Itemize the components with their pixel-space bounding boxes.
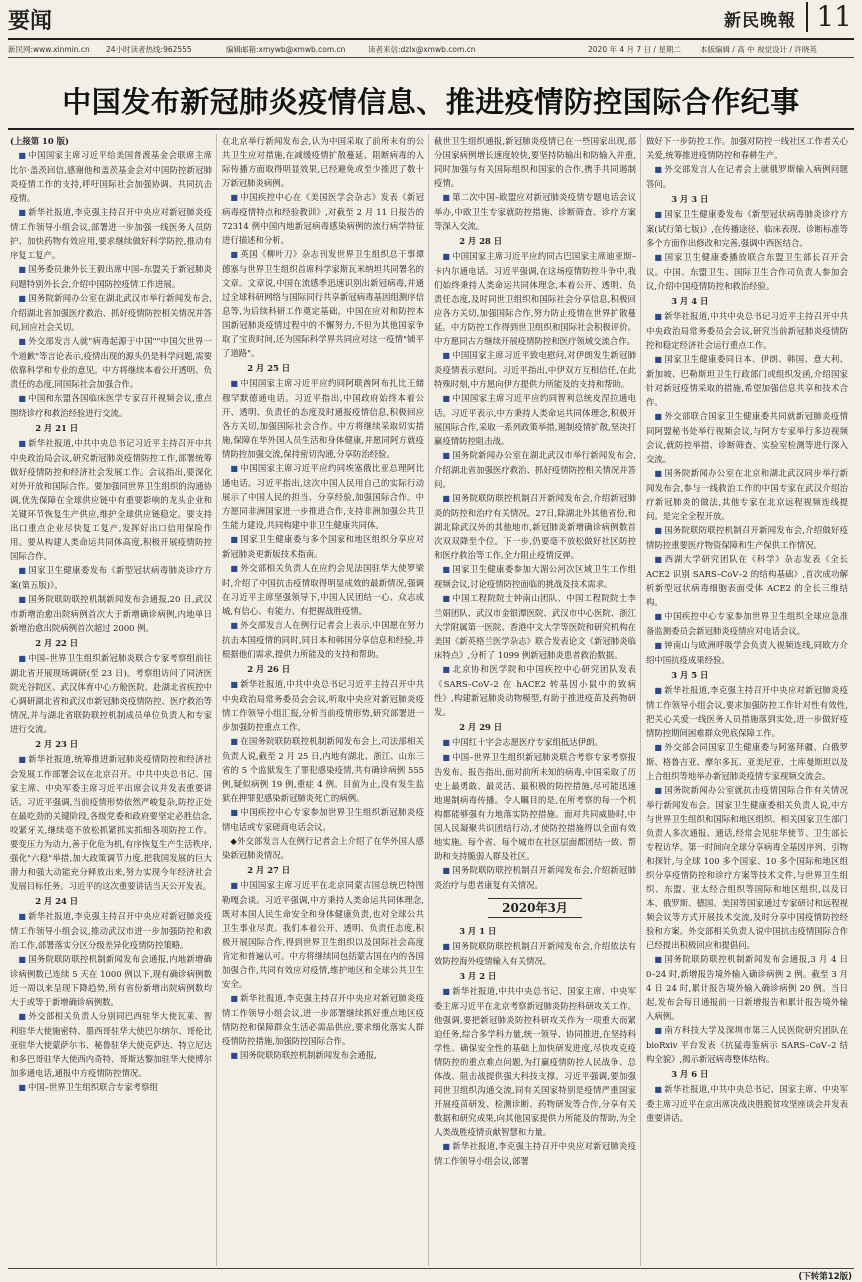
bullet-square-icon: ■	[18, 265, 27, 274]
news-paragraph	[222, 190, 424, 247]
paragraph-text: 在国务院联防联控机制新闻发布会上,司法部相关负责人说,截至 2 月 25 日,内地有湖北、浙江、山东三省的 5 个监狱发生了罪犯感染疫情,共有确诊病例 555 例,疑似病例 19 例,重症 4 例。目前为止,没有发生监狱在押罪犯感染新冠肺炎死亡的病例。	[222, 736, 424, 803]
paragraph-text: 外交部相关负责人在应约会见法国驻华大使罗梁时,介绍了中国抗击疫情取得明显成效的最新情况,强调在习近平主席坚强领导下,中国人民团结一心、众志成城,有信心、有能力、有把握战胜疫情。	[222, 563, 424, 616]
news-paragraph	[10, 752, 212, 893]
bullet-square-icon: ■	[654, 526, 663, 535]
news-paragraph	[646, 1082, 848, 1125]
bullet-square-icon: ■	[230, 881, 239, 890]
article-column-4	[646, 134, 848, 1266]
news-paragraph	[222, 834, 424, 862]
bullet-square-icon: ■	[442, 252, 451, 261]
paragraph-text: 国务院新闻办公室在北京和湖北武汉同步举行新闻发布会,参与一线救治工作的中国专家在武汉介绍治疗新冠肺炎的做法,其他专家在北京远程视频连线提问。是完全全程开放。	[646, 468, 848, 521]
bullet-square-icon: ■	[230, 535, 239, 544]
bullet-square-icon: ■	[654, 412, 663, 421]
news-paragraph	[10, 909, 212, 952]
paragraph-text: 国家卫生健康委同日本、伊朗、韩国、意大利、新加坡、巴勒斯坦卫生行政部门或组织发函,介绍国家针对新冠疫情采取的措施,希望加强信息共享和技术合作。	[646, 354, 848, 407]
paragraph-text: 新华社报道,中共中央总书记、国家主席、中央军委主席习近平在京出席决战决胜脱贫攻坚座谈会并发表重要讲话。	[646, 1084, 848, 1123]
paragraph-text: 新华社报道,李克强主持召开中央应对新冠肺炎疫情工作领导小组会议,进一步部署继续抓好重点地区疫情防控和保障群众生活必需品供应,要求细化落实人群疫情防控措施,加强防控国际合作。	[222, 993, 424, 1046]
bullet-square-icon: ■	[442, 738, 450, 747]
date-heading: 3 月 1 日	[459, 926, 497, 936]
article-column-1	[10, 134, 212, 1266]
news-paragraph	[10, 391, 212, 420]
paragraph-text: 中国国家主席习近平应约同智利总统皮涅拉通电话。习近平表示,中方秉持人类命运共同体理念,积极开展国际合作,采取一系列政策举措,遏制疫情扩散,坚决打赢疫情防控阻击战。	[434, 393, 636, 446]
bullet-square-icon: ■	[18, 1012, 27, 1021]
paragraph-text: 中国国家主席习近平应约同古巴国家主席迪亚斯–卡内尔通电话。习近平强调,在这场疫情防控斗争中,我们始终秉持人类命运共同体理念,本着公开、透明、负责任态度,及时同世卫组织和国际社会分享信息,积极回应各方关切,加强国际合作,努力防止疫情在世界扩散蔓延。中方防控工作得到世卫组织和国际社会积极评价。中方愿同古方继续开展疫情防控和医疗领域交流合作。	[434, 251, 636, 346]
date-heading: 3 月 5 日	[671, 670, 709, 680]
bullet-square-icon: ■	[654, 165, 663, 174]
news-paragraph	[434, 984, 636, 1139]
date-heading: 2 月 28 日	[459, 236, 503, 246]
bullet-square-icon: ■	[442, 1142, 451, 1151]
column-divider	[640, 134, 641, 1266]
bullet-square-icon: ■	[18, 654, 27, 663]
paragraph-text: 国家卫生健康委发布《新型冠状病毒肺炎诊疗方案(试行第七版)》,在传播途径、临床表现、诊断标准等多个方面作出修改和完善,强调中西医结合。	[646, 209, 848, 248]
column-divider	[216, 134, 217, 1266]
bullet-square-icon: ■	[442, 665, 451, 674]
paragraph-text: 外交部发言人就"病毒起源于中国""中国欠世界一个道歉"等言论表示,疫情出现的源头仍是科学问题,需要依靠科学和专业的意见。中方将继续本着公开透明、负责任的态度,同国际社会加强合作。	[10, 336, 212, 389]
paragraph-text: 国务院联防联控机制新闻发布会通报,3 月 4 日 0–24 时,新增报告境外输入确诊病例 2 例。截至 3 月 4 日 24 时,累计报告境外输入确诊病例 20 例。当日起,发布会每日通报前一日新增报告和累计报告境外输入病例。	[646, 954, 848, 1021]
paragraph-text: 钟南山与欧洲呼吸学会负责人视频连线,同欧方介绍中国抗疫成果经验。	[646, 640, 848, 665]
paragraph-text: 新华社报道,中共中央总书记习近平主持召开中共中央政治局常务委员会会议,听取中央应对新冠肺炎疫情工作领导小组汇报,分析当前疫情形势,研究部署进一步加强防控重点工作。	[222, 679, 424, 732]
paragraph-text: 国务院联防联控机制新闻发布会通报,20 日,武汉市新增治愈出院病例首次大于新增确诊病例,内地单日新增治愈出院病例首次超过 2000 例。	[10, 594, 212, 633]
paragraph-text: 国务院新闻办公室就抗击疫情国际合作有关情况举行新闻发布会。国家卫生健康委相关负责人说,中方与世界卫生组织和国际和地区组织、相关国家卫生部门负责人多次通报、通话,经常会见驻华使节、卫生部长专程访华。第一时间向全球分享病毒全基因序列、引物和探针,与全球 100 多个国家、10 多个国际和地区组织分享疫情防控和诊疗方案等技术文件,与世界卫生组织、东盟、亚太经合组织等国际和地区组织,以及日本、俄罗斯、德国、美国等国家通过专家研讨和远程视频会议等方式开展技术交流,及时分享中国疫情防控经验和方案。外交部相关负责人说中国抗击疫情国际合作已经提出积极回应和提倡问。	[646, 785, 848, 950]
news-paragraph	[646, 740, 848, 783]
bullet-square-icon: ■	[18, 337, 27, 346]
news-paragraph	[646, 309, 848, 352]
news-paragraph	[222, 376, 424, 461]
bullet-square-icon: ■	[18, 566, 27, 575]
date-heading: 2 月 22 日	[35, 638, 79, 648]
news-paragraph	[646, 638, 848, 667]
reader-email-text: 读者来信:dzlx@xmwb.com.cn	[368, 45, 476, 54]
paragraph-continuation: 截世卫生组织通报,新冠肺炎疫情已在一些国家出现,部分国家病例增长速度较快,要坚持防输出和防输入并重,同时加强与有关国际组织和国家的合作,携手共同遏制疫情。	[434, 136, 636, 188]
paragraph-text: 国家卫生健康委参加大湄公河次区域卫生工作组视频会议,讨论疫情防控面临的挑战及技术需求。	[434, 564, 636, 589]
paragraph-text: 新华社报道,李克强主持召开中央应对新冠肺炎疫情工作领导小组会议,部署进一步加强一线医务人员防护、加快药物有效应用,要求继续做好科学防控,推动有序复工复产。	[10, 207, 212, 260]
news-paragraph	[434, 662, 636, 719]
newspaper-logo: 新民晚報	[724, 11, 796, 31]
headline: 中国发布新冠肺炎疫情信息、推进疫情防控国际合作纪事	[62, 85, 800, 119]
top-rule	[8, 38, 854, 40]
bullet-square-icon: ■	[654, 1085, 663, 1094]
news-paragraph	[222, 561, 424, 618]
date-heading: 2 月 25 日	[247, 363, 291, 373]
paragraph-text: 国务院联防联控机制召开新闻发布会,介绍做好疫情防控重要医疗物资保障和生产保供工作情况。	[646, 525, 848, 550]
bullet-square-icon: ■	[18, 294, 27, 303]
bullet-square-icon: ■	[18, 595, 27, 604]
paragraph-text: 新华社报道,统筹推进新冠肺炎疫情防控和经济社会发展工作部署会议在北京召开。中共中央总书记、国家主席、中央军委主席习近平出席会议并发表重要讲话。习近平强调,当前疫情形势依然严峻复杂,防控正处在最吃劲的关键阶段,各级党委和政府要坚定必胜信念,咬紧牙关,继续毫不放松抓紧抓实抓细各项防控工作。要变压力为动力,善于化危为机,有序恢复生产生活秩序,强化"六稳"举措,加大政策调节力度,把我国发展的巨大潜力和强大动能充分释放出来,努力实现今年经济社会发展目标任务。习近平的这次重要讲话当天公开发表。	[10, 754, 212, 891]
paragraph-text: 国家卫生健康委与多个国家和地区组织分享应对新冠肺炎更新版技术指南。	[222, 534, 424, 559]
paragraph-text: 国务院新闻办公室在湖北武汉市举行新闻发布会,介绍湖北省加强医疗救治、抓好疫情防控相关情况并答问,回应社会关切。	[10, 293, 212, 332]
bullet-square-icon: ■	[18, 208, 27, 217]
editor-email-text: 编辑邮箱:xmywb@xmwb.com.cn	[226, 45, 346, 54]
paragraph-text: 中国–世界卫生组织新冠肺炎联合专家考察组前往湖北省开展现场调研(至 23 日)。考察组访问了同济医院光谷院区、武汉体育中心方舱医院、赴湖北省疾控中心调研湖北省和武汉市新冠肺炎疫情防控、医疗救治等情况,并与湖北省联防联控机制成员单位负责人和专家进行交流。	[10, 653, 212, 734]
paragraph-text: 外交部相关负责人分别同巴西驻华大使瓦莱、智利驻华大使施密特、墨西哥驻华大使巴尔纳尔、哥伦比亚驻华大使蒙萨尔韦、秘鲁驻华大使克萨达、特立尼达和多巴哥驻华大使西内奇特、哥斯达黎加驻华大使博尔加多通电话,通报中方疫情防控情况。	[10, 1011, 212, 1078]
news-paragraph	[434, 391, 636, 448]
bullet-square-icon: ■	[230, 193, 239, 202]
date-text: 2020 年 4 月 7 日 / 星期二	[588, 45, 681, 54]
bullet-square-icon: ■	[18, 394, 27, 403]
bullet-square-icon: ■	[654, 955, 663, 964]
paragraph-text: 国务院联防联控机制召开新闻发布会,介绍新冠肺炎治疗与患者康复有关情况。	[434, 865, 636, 890]
news-paragraph	[222, 734, 424, 805]
date-heading: 2 月 21 日	[35, 423, 79, 433]
paragraph-text: 外交部会同国家卫生健康委与阿塞拜疆、白俄罗斯、格鲁吉亚、摩尔多瓦、亚美尼亚、土库曼斯坦以及上合组织等地举办新冠肺炎疫情专家视频交流会。	[646, 742, 848, 781]
bullet-square-icon: ■	[230, 621, 239, 630]
news-paragraph	[646, 523, 848, 552]
meta-line	[8, 42, 854, 56]
bullet-square-icon: ■	[230, 250, 239, 259]
news-paragraph	[434, 491, 636, 562]
news-paragraph	[434, 190, 636, 233]
news-paragraph	[10, 205, 212, 262]
news-paragraph	[222, 878, 424, 991]
bullet-square-icon: ■	[654, 253, 663, 262]
news-paragraph	[434, 562, 636, 591]
news-paragraph	[434, 735, 636, 750]
paragraph-text: 南方科技大学及深圳市第三人民医院研究团队在 bioRxiv 平台发表《抗猛毒鉴病示 SARS–CoV–2 结构全貌》,揭示新冠病毒整体结构。	[646, 1025, 848, 1064]
hotline-text: 24小时读者热线:962555	[106, 45, 192, 54]
paragraph-text: 中国国家主席习近平应约同埃塞俄比亚总理阿比通电话。习近平指出,这次中国人民用自己的实际行动展示了中国人民的担当、分享经验,加强国际合作。中方愿同非洲国家进一步推进合作,支持非洲加强公共卫生能力建设,共同构建中非卫生健康共同体。	[222, 463, 424, 530]
paragraph-text: 新华社报道,中共中央总书记习近平主持召开中共中央政治局常务委员会会议,研究当前新冠肺炎疫情防控和稳定经济社会运行重点工作。	[646, 311, 848, 350]
meta-rule	[8, 57, 854, 58]
date-heading: 2 月 23 日	[35, 739, 79, 749]
news-paragraph	[10, 592, 212, 635]
date-heading: 3 月 6 日	[671, 1069, 709, 1079]
bullet-square-icon: ■	[442, 451, 451, 460]
bullet-square-icon: ■	[230, 464, 239, 473]
paragraph-text: 中国–世界卫生组织新冠肺炎联合考察专家考察报告发布。报告指出,面对前所未知的病毒,中国采取了历史上最勇敢、最灵活、最积极的防控措施,尽可能迅速地遏制病毒传播。令人瞩目的是,在所考察的每一个机构都能够强有力地落实防控措施。面对共同威胁时,中国人民凝聚共识团结行动,才使防控措施得以全面有效地实施。每个省、每个城市在社区层面都团结一致、帮助和支持脆弱人群及社区。	[434, 752, 636, 861]
bullet-square-icon: ■	[230, 1051, 238, 1060]
bullet-square-icon: ■	[654, 312, 663, 321]
paragraph-text: 外交部发言人在例行记者会上表示,中国愿在努力抗击本国疫情的同时,同日本和韩国分享信息和经验,并根据他们需求,提供力所能及的支持和帮助。	[222, 620, 424, 659]
paragraph-text: 新华社报道,中共中央总书记习近平主持召开中共中央政治局会议,研究新冠肺炎疫情防控工作,部署统筹做好疫情防控和经济社会发展工作。会议指出,要深化对外开放和国际合作。要加强同世界卫生组织的沟通协调,优先保障在全球供应链中有重要影响的龙头企业和关键环节恢复生产供应,维护全球供应链稳定。要支持出口重点企业尽快复工复产,发挥好出口信用保险作用。要从构建人类命运共同体高度,积极开展疫情防控国际合作。	[10, 438, 212, 561]
news-paragraph	[646, 1023, 848, 1066]
bullet-square-icon: ■	[654, 555, 663, 564]
paragraph-text: 中国国家主席习近平应约同阿联酋阿布扎比王储穆罕默德通电话。习近平指出,中国政府始终本着公开、透明、负责任的态度及时通报疫情信息,积极回应各方关切,加强国际社会合作。中方将继续采取切实措施,保障在华外国人员生活和身体健康,并愿同阿方就疫情防控加强交流,保持密切沟通,分享防治经验。	[222, 378, 424, 459]
bullet-square-icon: ■	[442, 753, 451, 762]
news-paragraph	[222, 991, 424, 1048]
date-heading: 2 月 29 日	[459, 722, 503, 732]
news-paragraph	[10, 262, 212, 291]
paragraph-text: 西湖大学研究团队在《科学》杂志发表《全长 ACE2 识别 SARS–CoV–2 的结构基础》,首次成功解析新型冠状病毒细胞表面受体 ACE2 的全长三维结构。	[646, 554, 848, 607]
paragraph-text: ◆外交部发言人在例行记者会上介绍了在华外国人感染新冠肺炎情况。	[222, 836, 424, 860]
bullet-square-icon: ■	[442, 394, 451, 403]
bullet-square-icon: ■	[230, 808, 239, 817]
paragraph-text: 外交部联合国家卫生健康委共同就新冠肺炎疫情同阿盟秘书处举行视频会议,与阿方专家举行多边视频会议,就防控举措、诊断筛查、实验室检测等进行深入交流。	[646, 411, 848, 464]
paragraph-text: 中国–世界卫生组织联合专家考察组	[27, 1082, 158, 1092]
paragraph-text: 中国疾控中心专家参加世界卫生组织全球应急准备监测委员会新冠肺炎疫情应对电话会议。	[646, 611, 848, 636]
news-paragraph	[222, 618, 424, 661]
bullet-square-icon: ■	[442, 594, 451, 603]
news-paragraph	[646, 250, 848, 293]
news-paragraph	[646, 207, 848, 250]
article-column-2	[222, 134, 424, 1266]
news-paragraph	[646, 162, 848, 191]
news-paragraph	[646, 552, 848, 609]
date-heading: 3 月 4 日	[671, 296, 709, 306]
bullet-square-icon: ■	[654, 743, 663, 752]
news-paragraph	[434, 348, 636, 391]
paragraph-text: 中国工程院院士钟南山团队、中国工程院院士李兰娟团队、武汉市金银潭医院、武汉市中心医院、浙江大学附属第一医院、香港中文大学等医院和研究机构在美国《新英格兰医学杂志》联合发表论文《新冠肺炎临床特点》,分析了 1099 例新冠肺炎患者救治数据。	[434, 593, 636, 660]
news-paragraph	[10, 651, 212, 736]
bullet-square-icon: ■	[18, 755, 27, 764]
news-paragraph	[434, 1139, 636, 1168]
news-paragraph	[434, 249, 636, 348]
continued-from-note: (上接第 10 版)	[10, 136, 69, 146]
paragraph-continuation: 做好下一步防控工作。加强对防控一线社区工作者关心关爱,统筹推进疫情防控和春耕生产。	[646, 136, 848, 160]
bullet-square-icon: ■	[442, 942, 451, 951]
news-paragraph	[10, 1080, 212, 1095]
month-label: 2020年3月	[488, 898, 582, 918]
news-paragraph	[646, 783, 848, 952]
news-paragraph	[222, 805, 424, 834]
news-paragraph	[10, 952, 212, 1009]
bullet-square-icon: ■	[18, 955, 27, 964]
bullet-square-icon: ■	[442, 494, 451, 503]
bullet-square-icon: ■	[18, 439, 27, 448]
paragraph-text: 新华社报道,李克强主持召开中央应对新冠肺炎疫情工作领导小组会议,要求加强防控工作针对性有效性,把关心关爱一线医务人员措施落到实处,进一步做好疫情防控期间困难群众兜底保障工作。	[646, 685, 848, 738]
news-paragraph	[10, 148, 212, 205]
news-paragraph	[222, 247, 424, 360]
bullet-square-icon: ■	[654, 355, 663, 364]
bullet-square-icon: ■	[654, 1026, 663, 1035]
date-heading: 2 月 24 日	[35, 896, 79, 906]
paragraph-text: 中国国家主席习近平致电慰问,对伊朗发生新冠肺炎疫情表示慰问。习近平指出,中伊双方互相信任,在此特殊时刻,中方愿向伊方提供力所能及的支持和帮助。	[434, 350, 636, 389]
news-paragraph	[434, 448, 636, 491]
news-paragraph	[434, 591, 636, 662]
article-column-3	[434, 134, 636, 1266]
news-paragraph	[434, 939, 636, 968]
bullet-square-icon: ■	[654, 210, 663, 219]
paragraph-text: 第二次中国–欧盟应对新冠肺炎疫情专题电话会议举办,中欧卫生专家就防控措施、诊断筛查、诊疗方案等深入交流。	[434, 192, 636, 231]
news-paragraph	[434, 750, 636, 863]
bullet-square-icon: ■	[442, 351, 451, 360]
headline-rule	[8, 128, 854, 130]
paragraph-text: 国务院联防联控机制召开新闻发布会,介绍新冠肺炎的防控和治疗有关情况。27日,除湖北外其他省份,和湖北除武汉外的其他地市,新冠肺炎新增确诊病例数首次双双降至个位。下一步,仍要毫不放松做好社区防控和医疗救治等工作,全力阻止疫情反弹。	[434, 493, 636, 560]
continued-note: (下转第12版)	[798, 1272, 852, 1282]
paragraph-text: 国务院联防联控机制新闻发布会通报,内地新增确诊病例数已连续 5 天在 1000 例以下,现有确诊病例数近一周以来呈现下降趋势,所有省份新增出院病例数均大于或等于新增确诊病例数。	[10, 954, 212, 1007]
news-paragraph	[646, 952, 848, 1023]
bullet-square-icon: ■	[230, 994, 239, 1003]
news-paragraph	[434, 863, 636, 892]
paragraph-text: 中国国家主席习近平给美国普渡基金会联席主席比尔·盖茨回信,感谢他和盖茨基金会对中国防控新冠肺炎疫情工作的支持,呼吁国际社会加强协调、共同抗击疫情。	[10, 150, 212, 203]
paragraph-text: 新华社报道,李克强主持召开中央应对新冠肺炎疫情工作领导小组会议,推动武汉市进一步加强防控和救治工作,部署落实分区分级差异化疫情防控策略。	[10, 911, 212, 950]
paragraph-text: 中国红十字会志愿医疗专家组抵达伊朗。	[451, 737, 603, 747]
news-paragraph	[646, 683, 848, 740]
bullet-square-icon: ■	[230, 379, 239, 388]
bullet-square-icon: ■	[18, 1083, 26, 1092]
website-text: 新民网:www.xinmin.cn	[8, 45, 90, 54]
paragraph-text: 国务院新闻办公室在湖北武汉市举行新闻发布会,介绍湖北省加强医疗救治、抓好疫情防控相关情况并答问。	[434, 450, 636, 489]
bullet-square-icon: ■	[654, 641, 663, 650]
paragraph-text: 国家卫生健康委发布《新型冠状病毒肺炎诊疗方案(第五版)》。	[10, 565, 212, 590]
bullet-square-icon: ■	[442, 987, 451, 996]
date-heading: 2 月 27 日	[247, 865, 291, 875]
news-paragraph	[222, 1048, 424, 1063]
masthead	[8, 0, 854, 42]
news-paragraph	[222, 461, 424, 532]
month-heading	[434, 898, 636, 918]
paragraph-text: 国务委员兼外长王毅出席中国–东盟关于新冠肺炎问题特别外长会,介绍中国防控疫情工作进展。	[10, 264, 212, 289]
paragraph-text: 国家卫生健康委播放联合东盟卫生部长召开会议。中国、东盟卫生、国际卫生合作司负责人参加会议,介绍中国疫情防控和救治经验。	[646, 252, 848, 291]
column-divider	[428, 134, 429, 1266]
paragraph-text: 北京协和医学院和中国疾控中心研究团队发表《SARS–CoV–2 在 hACE2 转基因小鼠中的致病性》,构建新冠肺炎动物模型,有助于推进疫苗及药物研发。	[434, 664, 636, 717]
paragraph-text: 新华社报道,中共中央总书记、国家主席、中央军委主席习近平在北京考察新冠肺炎防控科研攻关工作。他强调,要把新冠肺炎防控科研攻关作为一项重大而紧迫任务,综合多学科力量,统一领导、协同推进,在坚持科学性、确保安全性的基础上加快研发进度,尽快攻克疫情防控的重点难点问题,为打赢疫情防控人民战争、总体战、阻击战提供强大科技支撑。习近平强调,要加强同世卫组织沟通交流,同有关国家特别是疫情严重国家开展疫苗研发、检测诊断、药物研发等合作,分享有关数据和研究成果,向其他国家提供力所能及的帮助,为全人类战胜疫情贡献智慧和力量。	[434, 986, 636, 1137]
bullet-square-icon: ■	[654, 469, 663, 478]
date-heading: 3 月 3 日	[671, 194, 709, 204]
bullet-square-icon: ■	[18, 151, 27, 160]
news-paragraph	[646, 466, 848, 523]
news-paragraph	[10, 1009, 212, 1080]
paragraph-text: 国务院联防联控机制召开新闻发布会,介绍依法有效防控海外疫情输入有关情况。	[434, 941, 636, 966]
paragraph-text: 中国和东盟各国临床医学专家召开视频会议,重点围绕诊疗和救治经验进行交流。	[10, 393, 212, 418]
bullet-square-icon: ■	[654, 786, 663, 795]
page-number: 11	[806, 2, 852, 32]
news-paragraph	[222, 677, 424, 734]
news-paragraph	[646, 409, 848, 466]
paragraph-text: 中国疾控中心在《美国医学会杂志》发表《新冠病毒疫情特点和经验教训》,对截至 2 月 11 日报告的 72314 例中国内地新冠病毒感染病例的流行病学特征进行描述和分析。	[222, 192, 424, 245]
bullet-square-icon: ■	[18, 912, 27, 921]
paragraph-text: 国务院联防联控机制新闻发布会通报,	[239, 1050, 377, 1060]
paragraph-text: 英国《柳叶刀》杂志刊发世界卫生组织总干事谭德塞与世界卫生组织首席科学家斯瓦米纳坦共同署名的文章。文章说,中国在流感季迅速识别出新冠病毒,并通过全球科研网络与国际同行共享新冠病毒基因组测序信息等,为后续科研工作奠定基础。中国在应对和防控本国新冠肺炎疫情过程中的不懈努力,不但为其他国家争取了宝贵时间,还为国际科学界共同应对这一疫情"铺平了道路"。	[222, 249, 424, 358]
date-heading: 2 月 26 日	[247, 664, 291, 674]
staff-text: 本版编辑 / 高 中 视觉设计 / 许晓英	[700, 45, 817, 54]
bullet-square-icon: ■	[230, 680, 239, 689]
bullet-square-icon: ■	[654, 612, 663, 621]
bullet-square-icon: ■	[442, 193, 451, 202]
date-heading: 3 月 2 日	[459, 971, 497, 981]
bullet-square-icon: ■	[654, 686, 663, 695]
paragraph-text: 中国疾控中心专家参加世界卫生组织新冠肺炎疫情电话或专家磋商电话会议。	[222, 807, 424, 832]
bullet-square-icon: ■	[230, 737, 239, 746]
news-paragraph	[10, 291, 212, 334]
paragraph-text: 外交部发言人在记者会上就俄罗斯输入病例问题答问。	[646, 164, 848, 189]
news-paragraph	[10, 563, 212, 592]
news-paragraph	[10, 334, 212, 391]
bullet-square-icon: ■	[442, 866, 451, 875]
news-paragraph	[10, 436, 212, 563]
news-paragraph	[646, 609, 848, 638]
paragraph-text: 新华社报道,李克强主持召开中央应对新冠肺炎疫情工作领导小组会议,部署	[434, 1141, 636, 1166]
bullet-square-icon: ■	[230, 564, 239, 573]
paragraph-continuation: 在北京举行新闻发布会,认为中国采取了前所未有的公共卫生应对措施,在减缓疫情扩散蔓延、阻断病毒的人际传播方面取得明显效果,已经避免或至少推迟了数十万新冠肺炎病例。	[222, 136, 424, 188]
news-paragraph	[222, 532, 424, 561]
section-title: 要闻	[8, 9, 53, 34]
paragraph-text: 中国国家主席习近平在北京同蒙古国总统巴特图勒嘎会谈。习近平强调,中方秉持人类命运共同体理念,既对本国人民生命安全和身体健康负责,也对全球公共卫生事业尽责。我们本着公开、透明、负责任态度,积极开展国际合作,得到世界卫生组织以及国际社会高度肯定和普遍认可。中方将继续同包括蒙古国在内的各国加强合作,共同有效应对疫情,维护地区和全球公共卫生安全。	[222, 880, 424, 989]
bullet-square-icon: ■	[442, 565, 451, 574]
bottom-rule	[8, 1268, 854, 1269]
news-paragraph	[646, 352, 848, 409]
